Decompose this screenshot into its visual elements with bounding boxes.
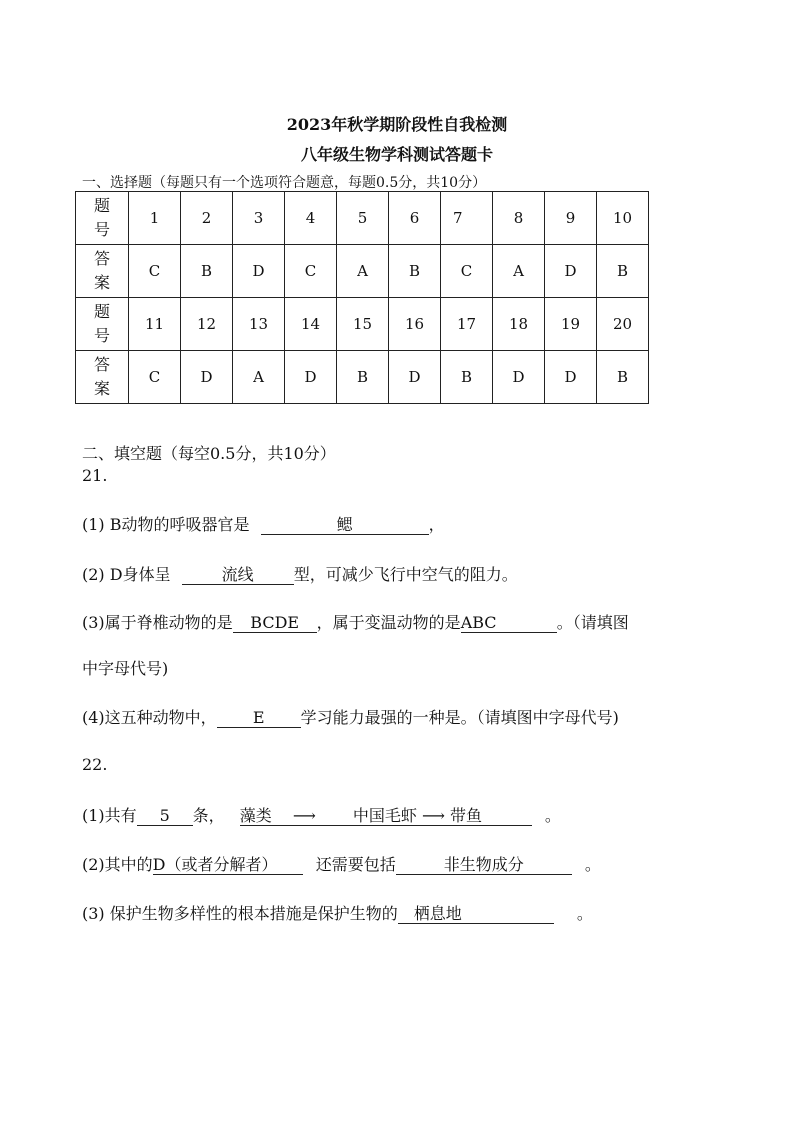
- prompt-text: (2) D身体呈: [82, 565, 171, 584]
- table-cell: B: [441, 351, 493, 404]
- table-cell: B: [597, 351, 649, 404]
- table-cell: C: [285, 245, 337, 298]
- prompt-text: (1)共有: [82, 806, 137, 825]
- table-cell: 18: [493, 298, 545, 351]
- question-21-part-4: [82, 705, 619, 728]
- table-cell: 1: [129, 192, 181, 245]
- prompt-text: 还需要包括: [315, 855, 396, 874]
- table-cell: 19: [545, 298, 597, 351]
- answer-blank: E: [217, 709, 301, 728]
- table-cell: 2: [181, 192, 233, 245]
- answer-blank: 流线: [182, 566, 294, 585]
- question-21-part-3-continued: 中字母代号): [82, 659, 169, 678]
- prompt-text: 。: [584, 855, 601, 874]
- table-cell: 17: [441, 298, 493, 351]
- prompt-text: (2)其中的: [82, 855, 153, 874]
- question-21-part-2: [82, 562, 518, 585]
- table-cell: 14: [285, 298, 337, 351]
- table-cell: B: [337, 351, 389, 404]
- table-cell: 13: [233, 298, 285, 351]
- section-2-heading: 二、填空题（每空0.5分，共10分）: [82, 444, 336, 463]
- table-cell: 10: [597, 192, 649, 245]
- prompt-text: 。: [576, 904, 593, 923]
- prompt-text: (3)属于脊椎动物的是: [82, 613, 233, 632]
- prompt-text: 。: [544, 806, 561, 825]
- question-21-number: 21.: [82, 466, 108, 485]
- table-cell: 12: [181, 298, 233, 351]
- prompt-text: (4)这五种动物中，: [82, 708, 217, 727]
- prompt-text: ，属于变温动物的是: [316, 613, 461, 632]
- table-cell: 7: [441, 192, 493, 245]
- question-22-part-2: [82, 852, 601, 875]
- table-row: [76, 298, 649, 351]
- question-22-part-3: [82, 901, 593, 924]
- table-cell: D: [545, 351, 597, 404]
- prompt-text: 条，: [192, 806, 225, 825]
- question-22-part-1: [82, 803, 561, 826]
- table-cell: D: [545, 245, 597, 298]
- table-cell: A: [493, 245, 545, 298]
- table-cell: 15: [337, 298, 389, 351]
- answer-blank: D（或者分解者）: [153, 856, 303, 875]
- table-row: [76, 192, 649, 245]
- row-label-number: 题 号: [76, 192, 129, 245]
- table-row: [76, 245, 649, 298]
- answer-blank: 栖息地: [398, 905, 554, 924]
- table-cell: 3: [233, 192, 285, 245]
- prompt-text: (3) 保护生物多样性的根本措施是保护生物的: [82, 904, 398, 923]
- prompt-text: 学习能力最强的一种是。（请填图中字母代号): [300, 708, 619, 727]
- table-cell: D: [285, 351, 337, 404]
- row-label-answer: 答 案: [76, 245, 129, 298]
- table-cell: 20: [597, 298, 649, 351]
- row-label-number: 题 号: [76, 298, 129, 351]
- table-cell: B: [181, 245, 233, 298]
- prompt-text: 型，可减少飞行中空气的阻力。: [293, 565, 518, 584]
- table-cell: B: [389, 245, 441, 298]
- question-21-part-1: [82, 512, 445, 535]
- row-label-answer: 答 案: [76, 351, 129, 404]
- answer-blank: 5: [137, 807, 193, 826]
- table-cell: D: [181, 351, 233, 404]
- answer-blank: BCDE: [233, 614, 317, 633]
- table-cell: C: [441, 245, 493, 298]
- table-cell: D: [233, 245, 285, 298]
- answer-blank: ABC: [461, 614, 557, 633]
- answer-blank: 非生物成分: [396, 856, 572, 875]
- answer-blank: 鳃: [261, 516, 429, 535]
- table-cell: D: [389, 351, 441, 404]
- table-cell: D: [493, 351, 545, 404]
- table-cell: 16: [389, 298, 441, 351]
- prompt-text: ，: [428, 515, 445, 534]
- table-cell: B: [597, 245, 649, 298]
- answer-table: [75, 191, 649, 404]
- prompt-text: (1) B动物的呼吸器官是: [82, 515, 250, 534]
- table-row: [76, 351, 649, 404]
- food-chain-blank: 藻类 ⟶ 中国毛虾 ⟶ 带鱼: [240, 807, 532, 826]
- table-cell: A: [233, 351, 285, 404]
- table-cell: C: [129, 351, 181, 404]
- question-21-part-3: [82, 610, 629, 633]
- table-cell: A: [337, 245, 389, 298]
- table-cell: 5: [337, 192, 389, 245]
- page-title: 2023年秋学期阶段性自我检测: [286, 115, 508, 134]
- table-cell: C: [129, 245, 181, 298]
- section-1-heading: 一、选择题（每题只有一个选项符合题意，每题0.5分，共10分）: [82, 175, 487, 191]
- prompt-text: 。（请填图: [556, 613, 629, 632]
- page-subtitle: 八年级生物学科测试答题卡: [300, 145, 493, 164]
- table-cell: 9: [545, 192, 597, 245]
- table-cell: 6: [389, 192, 441, 245]
- table-cell: 11: [129, 298, 181, 351]
- table-cell: 4: [285, 192, 337, 245]
- table-cell: 8: [493, 192, 545, 245]
- question-22-number: 22.: [82, 755, 108, 774]
